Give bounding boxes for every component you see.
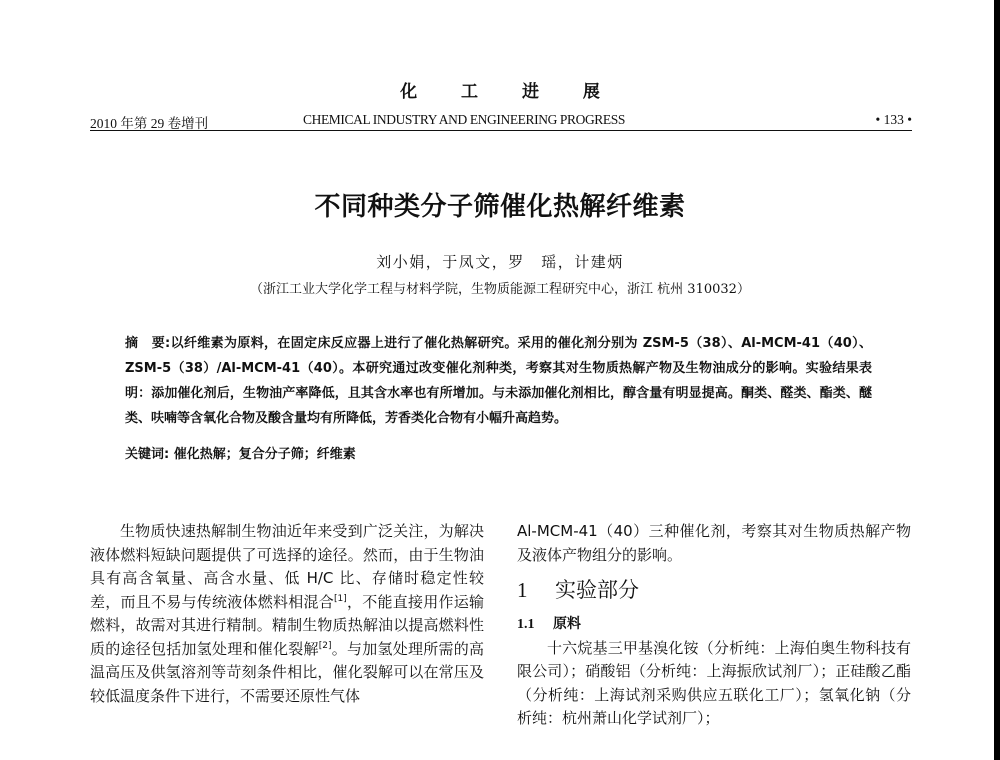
intro-paragraph	[90, 520, 484, 708]
subsection-heading	[517, 613, 911, 637]
scan-edge-bar	[994, 0, 1000, 760]
journal-name-char: 工	[461, 82, 479, 102]
abstract	[125, 331, 872, 431]
section-number: 1	[517, 578, 528, 602]
keywords	[125, 443, 872, 462]
journal-name-char: 展	[582, 82, 600, 102]
page-number: • 133 •	[875, 112, 912, 127]
subsection-title: 原料	[553, 616, 581, 632]
abstract-label: 摘 要:	[125, 336, 171, 351]
intro-text: ，不能直接用作运输燃料，故需对其进行精制。精制生物质热解油以提高燃料性质的途径包括加氢处理和催化裂解	[90, 592, 484, 658]
abstract-text: 以纤维素为原料，在固定床反应器上进行了催化热解研究。采用的催化剂分别为 ZSM-5（38）、Al-MCM-41（40）、ZSM-5（38）/Al-MCM-41（40）。本研究通过改变催化剂种类，考察其对生物质热解产物及生物油成分的影响。实验结果表明：添加催化剂后，生物油产率降低，且其含水率也有所增加。与未添加催化剂相比，醇含量有明显提高。酮类、醛类、酯类、醚类、呋喃等含氧化合物及酸含量均有所降低，芳香类化合物有小幅升高趋势。	[125, 336, 872, 426]
journal-english-name: CHEMICAL INDUSTRY AND ENGINEERING PROGRESS	[303, 112, 625, 127]
running-header	[90, 110, 912, 131]
affiliation: （浙江工业大学化学工程与材料学院，生物质能源工程研究中心，浙江 杭州 310032）	[250, 282, 750, 297]
authors: 刘小娟，于凤文，罗 瑶，计建炳	[376, 253, 624, 271]
section-heading	[517, 575, 911, 605]
citation-ref[interactable]: [2]	[318, 640, 332, 651]
keywords-label: 关键词:	[125, 447, 170, 462]
keywords-text: 催化热解；复合分子筛；纤维素	[173, 447, 356, 462]
paper-title: 不同种类分子筛催化热解纤维素	[314, 192, 686, 222]
journal-name-char: 进	[521, 82, 539, 102]
journal-name-char: 化	[400, 82, 418, 102]
intro-paragraph-continued: Al-MCM-41（40）三种催化剂，考察其对生物质热解产物及液体产物组分的影响。	[517, 522, 911, 564]
subsection-number: 1.1	[517, 617, 535, 632]
materials-paragraph: 十六烷基三甲基溴化铵（分析纯：上海伯奥生物科技有限公司）；硝酸铝（分析纯：上海振欣试剂厂）；正硅酸乙酯（分析纯：上海试剂采购供应五联化工厂）；氢氧化钠（分析纯：杭州萧山化学试剂厂）；	[517, 638, 911, 727]
section-title: 实验部分	[555, 578, 639, 602]
body-right-column	[517, 520, 911, 731]
body-left-column	[90, 520, 484, 708]
intro-text: 生物质快速热解制生物油近年来受到广泛关注，为解决液体燃料短缺问题提供了可选择的途径。然而，由于生物油具有高含氧量、高含水量、低 H/C 比、存储时稳定性较差，而且不易与传统液体燃料相混合	[90, 522, 484, 611]
citation-ref[interactable]: [1]	[333, 593, 347, 604]
journal-name	[0, 77, 1000, 102]
intro-text: 。与加氢处理所需的高温高压及供氢溶剂等苛刻条件相比，催化裂解可以在常压及较低温度条件下进行，不需要还原性气体	[90, 639, 484, 705]
issue-info: 2010 年第 29 卷增刊	[90, 116, 209, 131]
